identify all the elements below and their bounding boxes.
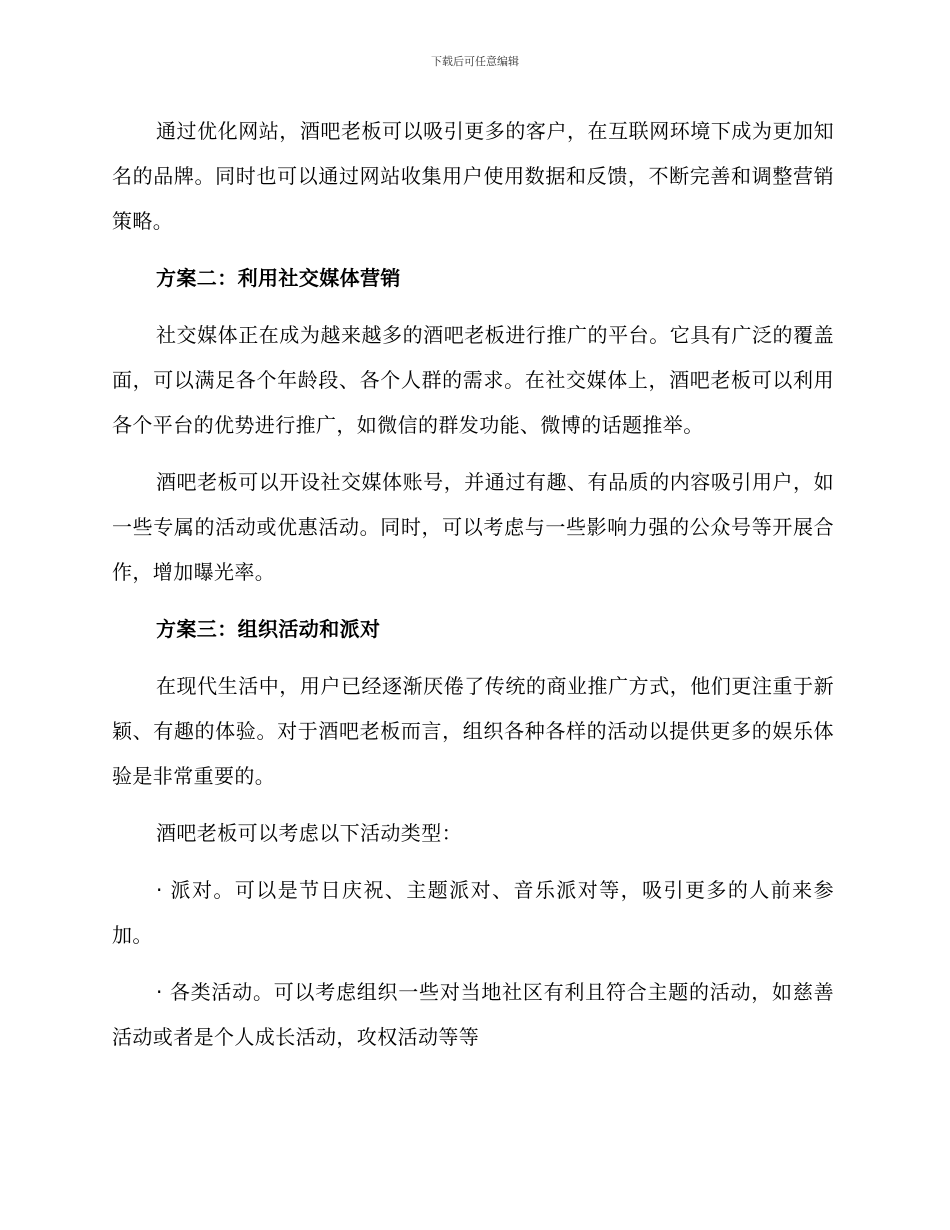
section-heading-social-media: 方案二：利用社交媒体营销 (156, 266, 401, 290)
section-heading-events: 方案三：组织活动和派对 (156, 617, 381, 641)
paragraph-website-benefits: 通过优化网站，酒吧老板可以吸引更多的客户，在互联网环境下成为更加知名的品牌。同时也可以通过网站收集用户使用数据和反馈，不断完善和调整营销策略。 (112, 119, 834, 233)
paragraph-social-media-accounts: 酒吧老板可以开设社交媒体账号，并通过有趣、有品质的内容吸引用户，如一些专属的活动或优惠活动。同时，可以考虑与一些影响力强的公众号等开展合作，增加曝光率。 (112, 470, 834, 584)
page-header: 下载后可任意编辑 (431, 55, 519, 68)
paragraph-social-media-platforms: 社交媒体正在成为越来越多的酒吧老板进行推广的平台。它具有广泛的覆盖面，可以满足各个年龄段、各个人群的需求。在社交媒体上，酒吧老板可以利用各个平台的优势进行推广，如微信的群发功能、微博的话题推举。 (112, 323, 834, 437)
paragraph-events-intro: 在现代生活中，用户已经逐渐厌倦了传统的商业推广方式，他们更注重于新颖、有趣的体验。对于酒吧老板而言，组织各种各样的活动以提供更多的娱乐体验是非常重要的。 (112, 674, 834, 788)
list-item-activities: · 各类活动。可以考虑组织一些对当地社区有利且符合主题的活动，如慈善活动或者是个人成长活动，攻权活动等等 (112, 980, 834, 1049)
list-item-party: · 派对。可以是节日庆祝、主题派对、音乐派对等，吸引更多的人前来参加。 (112, 878, 834, 947)
paragraph-event-types-lead: 酒吧老板可以考虑以下活动类型： (156, 821, 462, 845)
document-body (112, 109, 834, 1060)
